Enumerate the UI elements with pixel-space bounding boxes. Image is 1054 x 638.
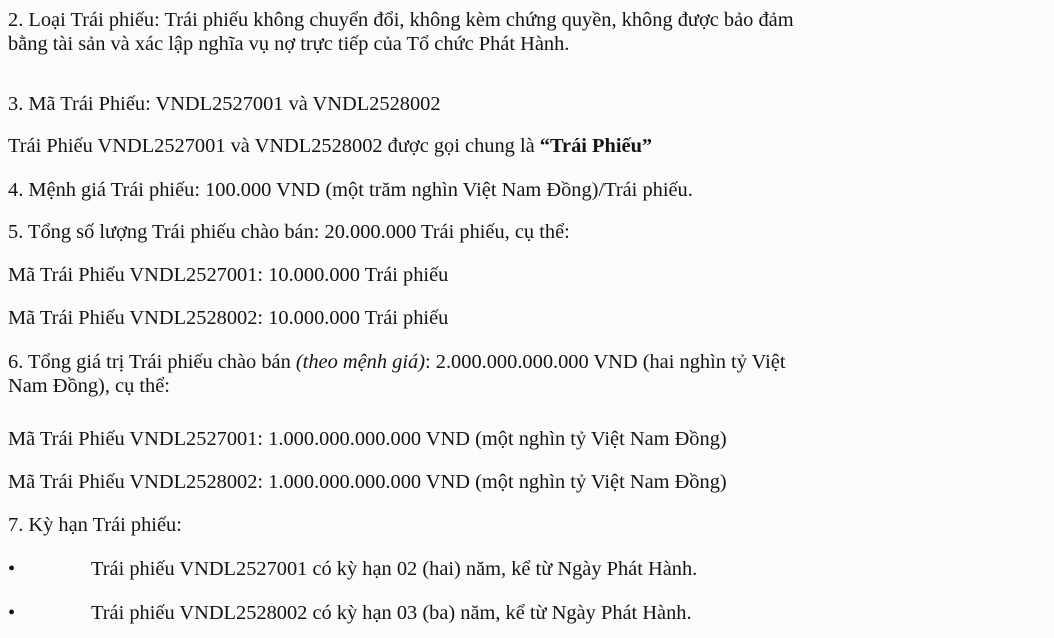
bullet-marker: • bbox=[8, 558, 16, 580]
item-3-bond-codes: 3. Mã Trái Phiếu: VNDL2527001 và VNDL2528002 bbox=[8, 93, 441, 115]
item-5-quantity-code-2: Mã Trái Phiếu VNDL2528002: 10.000.000 Trái phiếu bbox=[8, 307, 449, 329]
item-7-term-heading: 7. Kỳ hạn Trái phiếu: bbox=[8, 514, 182, 536]
item-7-term-code-1: Trái phiếu VNDL2527001 có kỳ hạn 02 (hai) năm, kể từ Ngày Phát Hành. bbox=[91, 558, 698, 580]
item-2-line-2: bằng tài sản và xác lập nghĩa vụ nợ trực tiếp của Tổ chức Phát Hành. bbox=[8, 33, 570, 55]
item-6-value-code-1: Mã Trái Phiếu VNDL2527001: 1.000.000.000.000 VND (một nghìn tỷ Việt Nam Đồng) bbox=[8, 428, 727, 450]
item-2-line-1: 2. Loại Trái phiếu: Trái phiếu không chuyển đổi, không kèm chứng quyền, không được bảo đảm bbox=[8, 9, 794, 31]
item-6-line-2: Nam Đồng), cụ thể: bbox=[8, 375, 170, 397]
item-7-term-code-2: Trái phiếu VNDL2528002 có kỳ hạn 03 (ba) năm, kể từ Ngày Phát Hành. bbox=[91, 602, 692, 624]
collective-name-prefix: Trái Phiếu VNDL2527001 và VNDL2528002 được gọi chung là bbox=[8, 135, 540, 157]
item-4-par-value: 4. Mệnh giá Trái phiếu: 100.000 VND (một trăm nghìn Việt Nam Đồng)/Trái phiếu. bbox=[8, 179, 693, 201]
item-6-suffix: : 2.000.000.000.000 VND (hai nghìn tỷ Việt bbox=[425, 351, 786, 373]
item-5-total-quantity: 5. Tổng số lượng Trái phiếu chào bán: 20.000.000 Trái phiếu, cụ thể: bbox=[8, 221, 570, 243]
collective-name-term: “Trái Phiếu” bbox=[539, 135, 653, 157]
bullet-marker: • bbox=[8, 602, 16, 624]
collective-name-sentence bbox=[8, 134, 1044, 158]
item-6-value-code-2: Mã Trái Phiếu VNDL2528002: 1.000.000.000.000 VND (một nghìn tỷ Việt Nam Đồng) bbox=[8, 471, 727, 493]
item-6-line-1 bbox=[8, 350, 1044, 374]
item-5-quantity-code-1: Mã Trái Phiếu VNDL2527001: 10.000.000 Trái phiếu bbox=[8, 264, 449, 286]
item-6-prefix: 6. Tổng giá trị Trái phiếu chào bán bbox=[8, 351, 296, 373]
item-6-italic-note: (theo mệnh giá) bbox=[295, 351, 425, 373]
